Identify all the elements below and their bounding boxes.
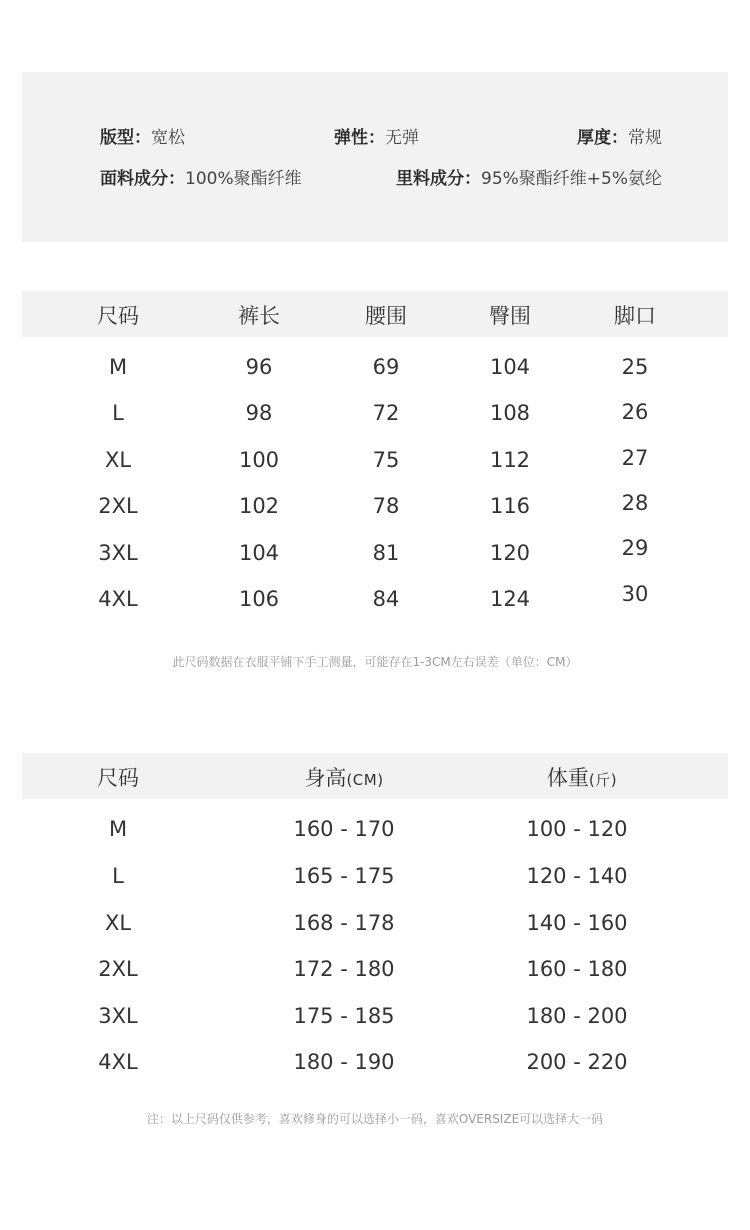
cell-size: XL [104,448,132,472]
cell-pants-length: 102 [238,494,280,518]
cell-height-range: 180 - 190 [293,1050,395,1074]
cell-pants-length: 100 [238,448,280,472]
size-recommendation-note: 注：以上尺码仅供参考，喜欢修身的可以选择小一码，喜欢OVERSIZE可以选择大一码 [146,1112,604,1126]
header-pants-length: 裤长 [238,304,280,328]
cell-pants-length: 104 [238,541,280,565]
cell-weight-range: 180 - 200 [526,1004,628,1028]
spec-thickness-label: 厚度： [577,128,628,148]
cell-leg-opening: 29 [621,536,649,560]
cell-height-range: 175 - 185 [293,1004,395,1028]
cell-weight-range: 140 - 160 [526,911,628,935]
cell-hip: 124 [489,587,531,611]
cell-waist: 72 [372,401,400,425]
cell-leg-opening: 27 [621,446,649,470]
spec-stretch-value: 无弹 [385,128,419,148]
recommendation-table-header [22,753,728,799]
spec-fabric [100,168,302,190]
cell-size: 2XL [98,494,138,518]
cell-pants-length: 98 [245,401,273,425]
cell-hip: 116 [489,494,531,518]
cell-height-range: 172 - 180 [293,957,395,981]
measurement-table-header [22,291,728,337]
spec-lining-label: 里料成分： [396,169,481,189]
cell-waist: 84 [372,587,400,611]
header-size: 尺码 [97,304,139,328]
header-size [97,765,139,791]
cell-weight-range: 120 - 140 [526,864,628,888]
header-hip: 臀围 [489,304,531,328]
header-weight-unit: (斤) [588,771,618,789]
cell-size: 4XL [98,587,138,611]
header-size-label: 尺码 [97,766,139,790]
cell-weight-range: 160 - 180 [526,957,628,981]
cell-height-range: 165 - 175 [293,864,395,888]
spec-thickness [577,127,662,149]
header-height [304,765,383,793]
header-weight [547,765,617,793]
cell-waist: 75 [372,448,400,472]
spec-thickness-value: 常规 [628,128,662,148]
cell-leg-opening: 30 [621,582,649,606]
spec-fabric-label: 面料成分： [100,169,185,189]
cell-size: XL [104,911,132,935]
cell-leg-opening: 28 [621,491,649,515]
spec-fit [100,127,185,149]
cell-waist: 78 [372,494,400,518]
spec-fabric-value: 100%聚酯纤维 [185,169,302,189]
cell-hip: 112 [489,448,531,472]
cell-weight-range: 100 - 120 [526,817,628,841]
header-waist: 腰围 [365,304,407,328]
spec-stretch-label: 弹性： [334,128,385,148]
cell-size: L [112,864,124,888]
cell-size: 4XL [98,1050,138,1074]
measurement-note: 此尺码数据在衣服平铺下手工测量，可能存在1-3CM左右误差（单位：CM） [172,655,578,669]
header-weight-label: 体重 [546,766,589,790]
cell-size: 3XL [98,541,138,565]
spec-stretch [334,127,419,149]
header-height-unit: (CM) [346,771,384,789]
cell-waist: 69 [372,355,400,379]
cell-leg-opening: 25 [621,355,649,379]
spec-fit-label: 版型： [100,128,151,148]
cell-size: M [108,355,128,379]
cell-height-range: 160 - 170 [293,817,395,841]
spec-lining-value: 95%聚酯纤维+5%氨纶 [481,169,662,189]
cell-hip: 120 [489,541,531,565]
cell-leg-opening: 26 [621,400,649,424]
cell-size: M [108,817,128,841]
cell-hip: 104 [489,355,531,379]
cell-pants-length: 96 [245,355,273,379]
cell-hip: 108 [489,401,531,425]
spec-fit-value: 宽松 [151,128,185,148]
cell-waist: 81 [372,541,400,565]
cell-size: 3XL [98,1004,138,1028]
header-height-label: 身高 [304,766,347,790]
header-leg-opening: 脚口 [614,304,656,328]
spec-lining [396,168,662,190]
cell-pants-length: 106 [238,587,280,611]
cell-weight-range: 200 - 220 [526,1050,628,1074]
product-specs-panel [22,72,728,242]
cell-size: 2XL [98,957,138,981]
cell-height-range: 168 - 178 [293,911,395,935]
cell-size: L [112,401,124,425]
